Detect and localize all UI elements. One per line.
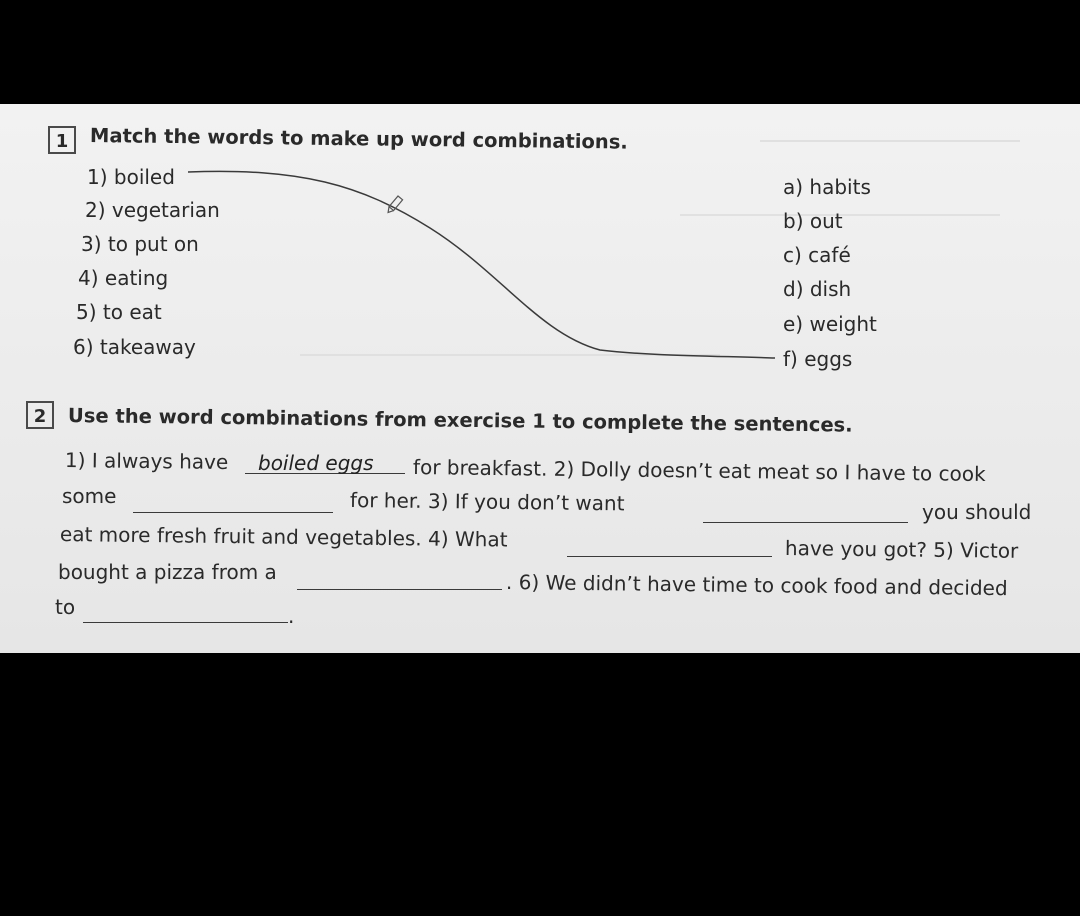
sentence-6-start: . 6) We didn’t have time to cook food and decided [505, 570, 1008, 601]
sentence-6-to: to [55, 595, 76, 619]
left-word-6: 6) takeaway [73, 335, 196, 359]
exercise-2-number: 2 [26, 401, 54, 429]
left-word-3: 3) to put on [81, 232, 199, 256]
worksheet-photo [0, 104, 1080, 653]
right-word-e: e) weight [783, 312, 877, 336]
answer-blank-4[interactable] [567, 556, 772, 557]
right-word-f: f) eggs [783, 347, 853, 371]
answer-blank-6[interactable] [83, 622, 288, 623]
right-word-c: c) café [783, 243, 851, 267]
left-word-4: 4) eating [78, 266, 169, 290]
answer-blank-2[interactable] [133, 512, 333, 513]
sentence-2-mid: for her. 3) If you don’t want [349, 488, 625, 516]
sentence-6-period: . [288, 604, 295, 628]
left-word-5: 5) to eat [76, 300, 162, 324]
sentence-1-start: 1) I always have [64, 448, 229, 474]
exercise-2-title: Use the word combinations from exercise 1 to complete the sentences. [67, 404, 853, 437]
answer-1-handwritten: boiled eggs [258, 451, 374, 475]
sentence-2-start: some [62, 484, 117, 508]
answer-blank-5[interactable] [297, 589, 502, 590]
sentence-3-end: you should [922, 500, 1032, 524]
sentence-3-continued: eat more fresh fruit and vegetables. 4) What [59, 522, 508, 552]
matching-line-boiled-eggs [188, 171, 775, 358]
left-word-1: 1) boiled [87, 165, 175, 189]
exercise-1-title: Match the words to make up word combinations. [89, 124, 628, 154]
exercise-1-number: 1 [48, 126, 76, 154]
sentence-5-start: bought a pizza from a [58, 560, 277, 584]
right-word-d: d) dish [783, 277, 852, 301]
sentence-4-end: have you got? 5) Victor [784, 536, 1019, 563]
answer-blank-3[interactable] [703, 522, 908, 523]
right-word-b: b) out [783, 209, 843, 233]
sentence-1-end: for breakfast. 2) Dolly doesn’t eat meat so I have to cook [412, 455, 986, 486]
left-word-2: 2) vegetarian [85, 198, 220, 222]
right-word-a: a) habits [783, 175, 871, 199]
